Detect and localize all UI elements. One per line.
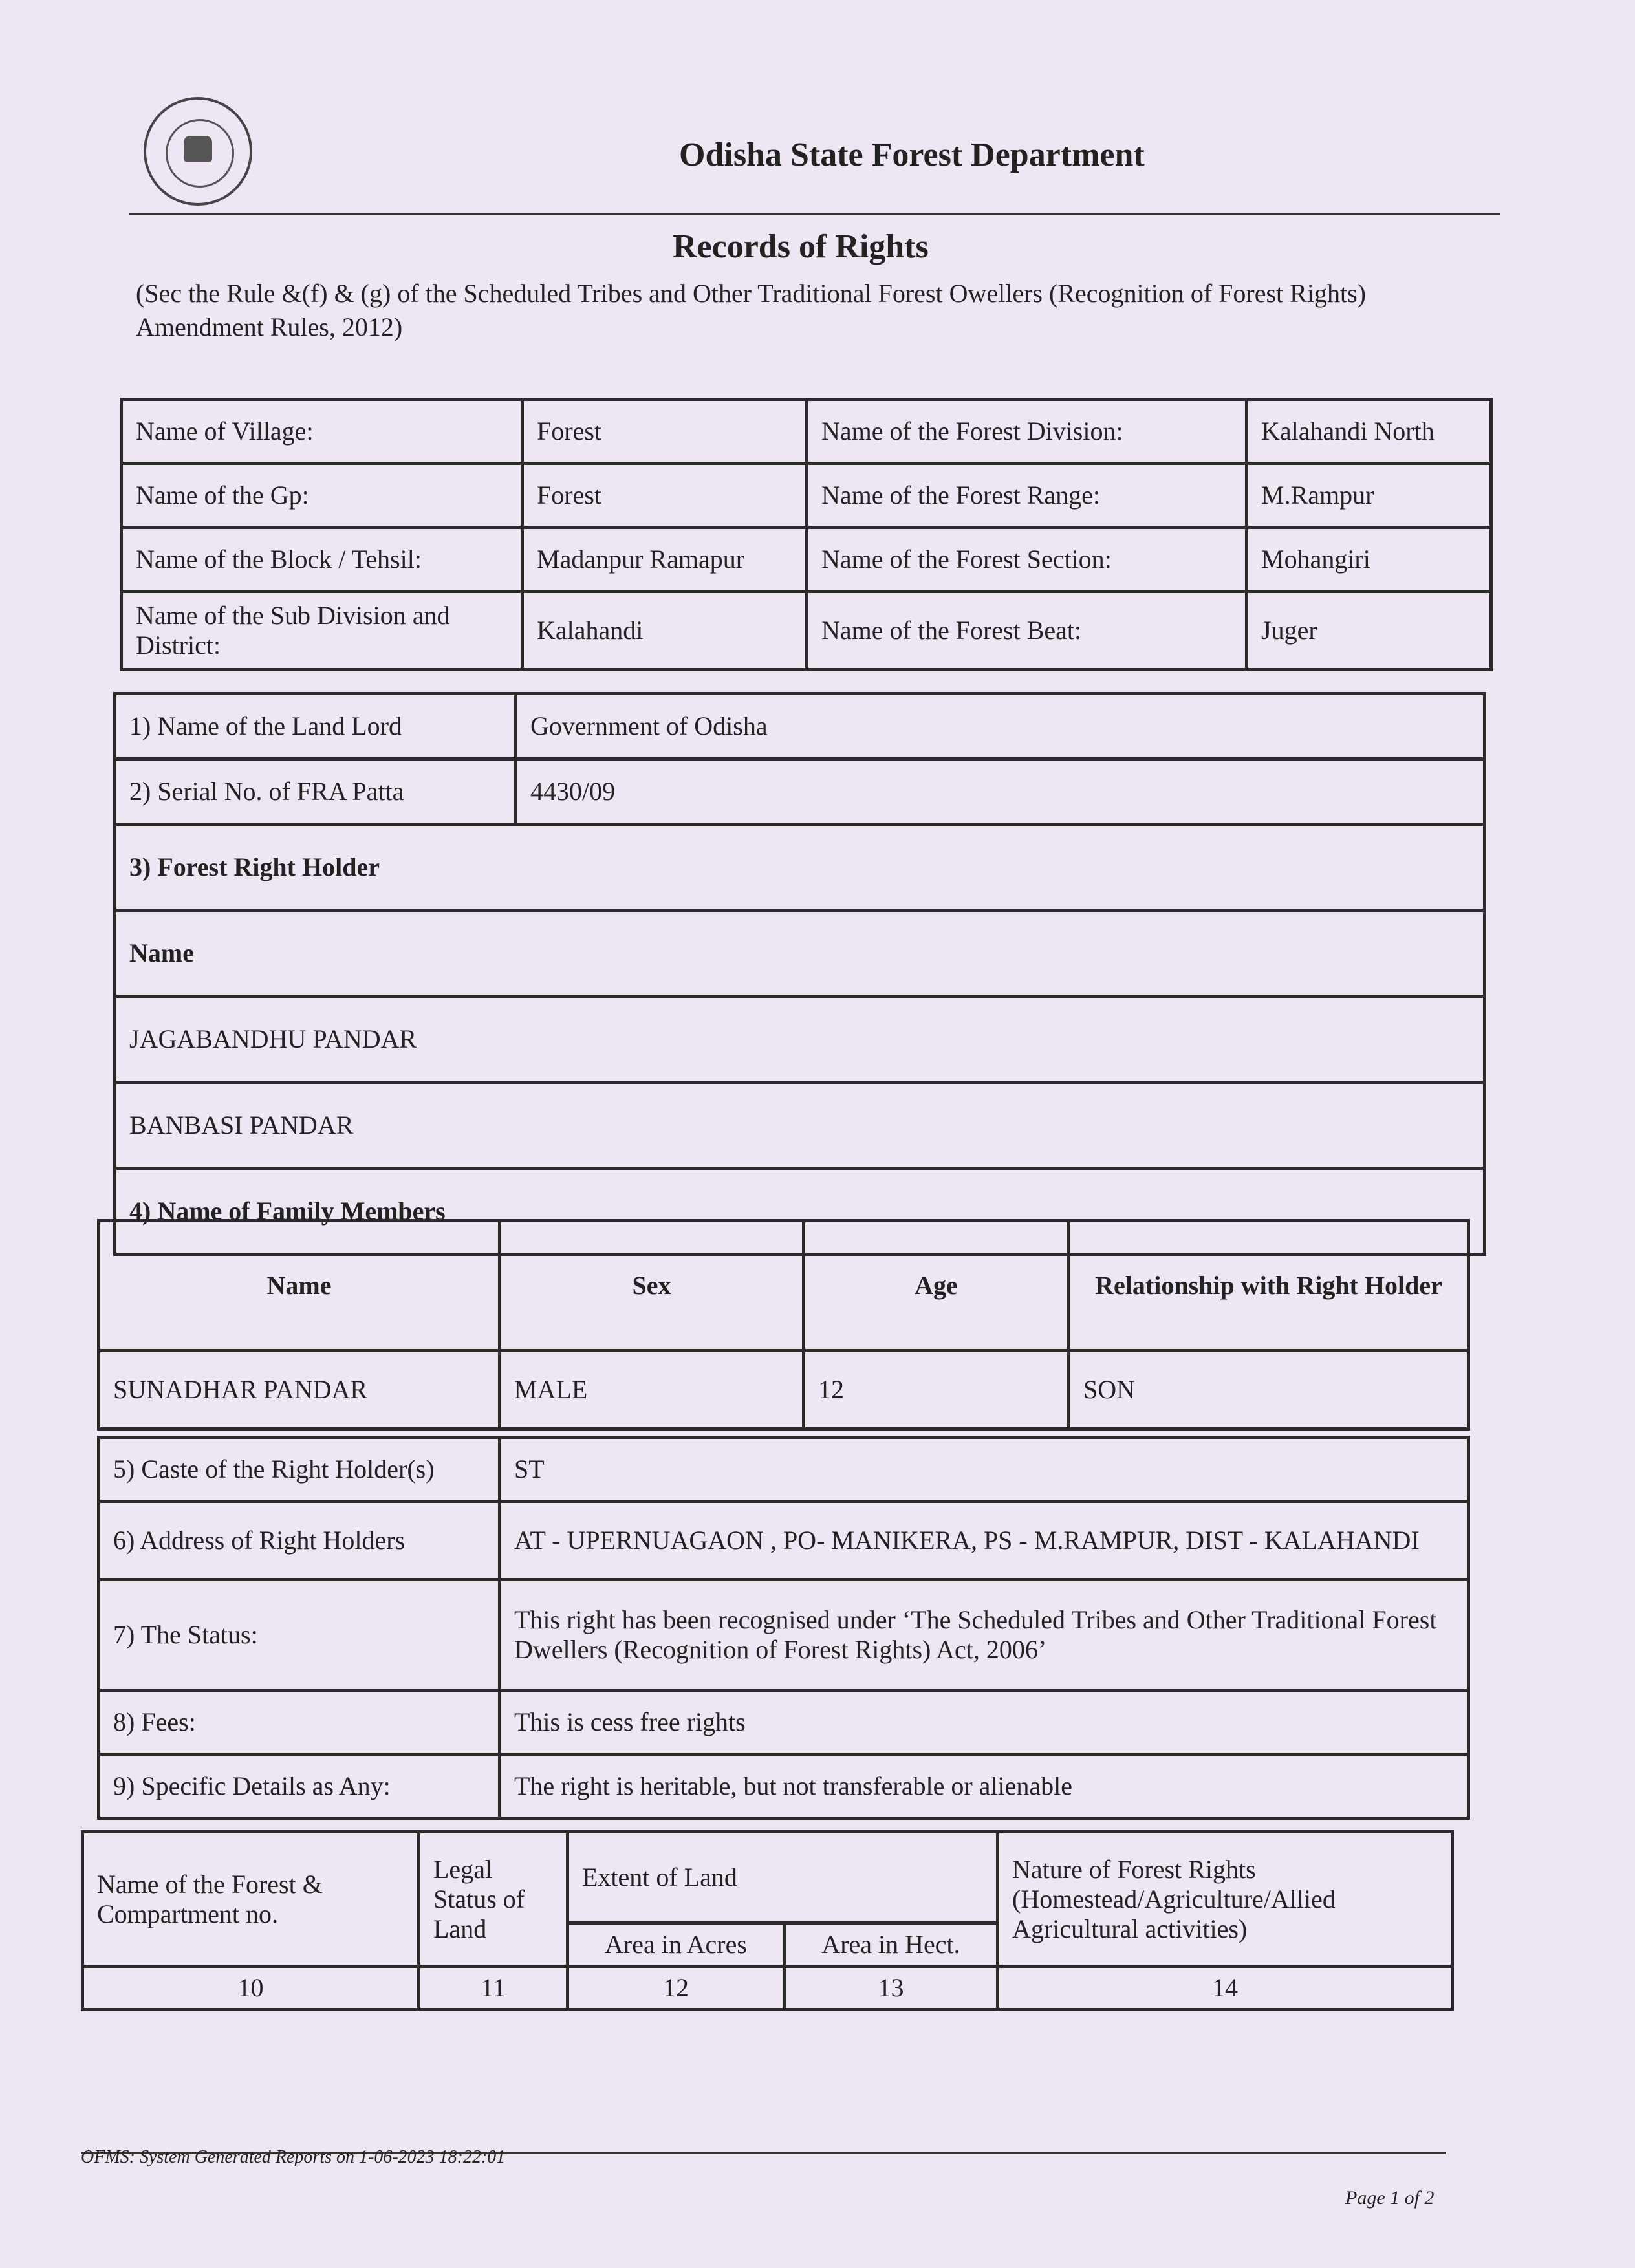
document-title: Records of Rights [673, 228, 929, 265]
forest-range-label: Name of the Forest Range: [807, 464, 1247, 528]
legal-status-header: Legal Status of Land [419, 1832, 568, 1967]
gp-label: Name of the Gp: [122, 464, 523, 528]
forest-compartment-header: Name of the Forest & Compartment no. [83, 1832, 419, 1967]
odisha-emblem-icon [144, 97, 252, 206]
holder-name-heading: Name [115, 911, 1485, 997]
rights-table [113, 692, 1486, 1256]
column-number: 12 [568, 1967, 785, 2010]
fees-value: This is cess free rights [500, 1690, 1469, 1755]
caste-label: 5) Caste of the Right Holder(s) [99, 1438, 500, 1502]
detail-row [99, 1580, 1469, 1690]
village-value: Forest [523, 400, 807, 464]
serial-label: 2) Serial No. of FRA Patta [115, 759, 516, 825]
family-relationship-header: Relationship with Right Holder [1069, 1221, 1469, 1351]
status-label: 7) The Status: [99, 1580, 500, 1690]
emblem-figure [184, 136, 212, 162]
forest-beat-label: Name of the Forest Beat: [807, 592, 1247, 670]
forest-beat-value: Juger [1247, 592, 1491, 670]
details-table [97, 1436, 1470, 1820]
gp-value: Forest [523, 464, 807, 528]
page-number: Page 1 of 2 [1345, 2187, 1435, 2209]
forest-section-label: Name of the Forest Section: [807, 528, 1247, 592]
forest-right-holder-heading: 3) Forest Right Holder [115, 825, 1485, 911]
member-age: 12 [804, 1351, 1069, 1429]
family-name-header: Name [99, 1221, 500, 1351]
area-hect-header: Area in Hect. [785, 1923, 998, 1967]
address-value: AT - UPERNUAGAON , PO- MANIKERA, PS - M.RAMPUR, DIST - KALAHANDI [500, 1502, 1469, 1580]
document-subtitle: (Sec the Rule &(f) & (g) of the Scheduled Tribes and Other Traditional Forest Owellers (Recognition of Forest Rights) Amendment Rules, 2012) [136, 279, 1366, 341]
detail-row [99, 1438, 1469, 1502]
location-row [122, 592, 1491, 670]
subdivision-label: Name of the Sub Division and District: [122, 592, 523, 670]
serial-value: 4430/09 [516, 759, 1485, 825]
generated-timestamp: OFMS: System Generated Reports on 1-06-2023 18:22:01 [81, 2147, 506, 2167]
address-label: 6) Address of Right Holders [99, 1502, 500, 1580]
family-members-table [97, 1219, 1470, 1431]
family-members-heading: 4) Name of Family Members [115, 1169, 1485, 1255]
land-lord-value: Government of Odisha [516, 694, 1485, 759]
forest-section-value: Mohangiri [1247, 528, 1491, 592]
forest-division-label: Name of the Forest Division: [807, 400, 1247, 464]
subdivision-value: Kalahandi [523, 592, 807, 670]
land-table [81, 1830, 1454, 2011]
family-header-row [99, 1221, 1469, 1351]
block-value: Madanpur Ramapur [523, 528, 807, 592]
table-row [83, 1967, 1453, 2010]
member-relation: SON [1069, 1351, 1469, 1429]
specific-details-value: The right is heritable, but not transferable or alienable [500, 1755, 1469, 1819]
location-row [122, 528, 1491, 592]
column-number: 14 [998, 1967, 1453, 2010]
detail-row [99, 1755, 1469, 1819]
detail-row [99, 1502, 1469, 1580]
table-row [99, 1351, 1469, 1429]
area-acres-header: Area in Acres [568, 1923, 785, 1967]
column-number: 10 [83, 1967, 419, 2010]
holder-name: BANBASI PANDAR [115, 1083, 1485, 1169]
status-value: This right has been recognised under ‘The Scheduled Tribes and Other Traditional Forest Dwellers (Recognition of Forest Rights) Act, 2006’ [500, 1580, 1469, 1690]
detail-row [99, 1690, 1469, 1755]
caste-value: ST [500, 1438, 1469, 1502]
member-name: SUNADHAR PANDAR [99, 1351, 500, 1429]
nature-of-rights-header: Nature of Forest Rights (Homestead/Agriculture/Allied Agricultural activities) [998, 1832, 1453, 1967]
location-row [122, 464, 1491, 528]
holder-name: JAGABANDHU PANDAR [115, 997, 1485, 1083]
location-table [120, 398, 1493, 671]
specific-details-label: 9) Specific Details as Any: [99, 1755, 500, 1819]
family-sex-header: Sex [500, 1221, 804, 1351]
land-lord-label: 1) Name of the Land Lord [115, 694, 516, 759]
column-number: 13 [785, 1967, 998, 2010]
forest-range-value: M.Rampur [1247, 464, 1491, 528]
department-title: Odisha State Forest Department [679, 136, 1145, 173]
family-age-header: Age [804, 1221, 1069, 1351]
column-number: 11 [419, 1967, 568, 2010]
location-row [122, 400, 1491, 464]
village-label: Name of Village: [122, 400, 523, 464]
member-sex: MALE [500, 1351, 804, 1429]
forest-division-value: Kalahandi North [1247, 400, 1491, 464]
header-divider [129, 213, 1500, 215]
block-label: Name of the Block / Tehsil: [122, 528, 523, 592]
fees-label: 8) Fees: [99, 1690, 500, 1755]
extent-of-land-header: Extent of Land [568, 1832, 998, 1923]
